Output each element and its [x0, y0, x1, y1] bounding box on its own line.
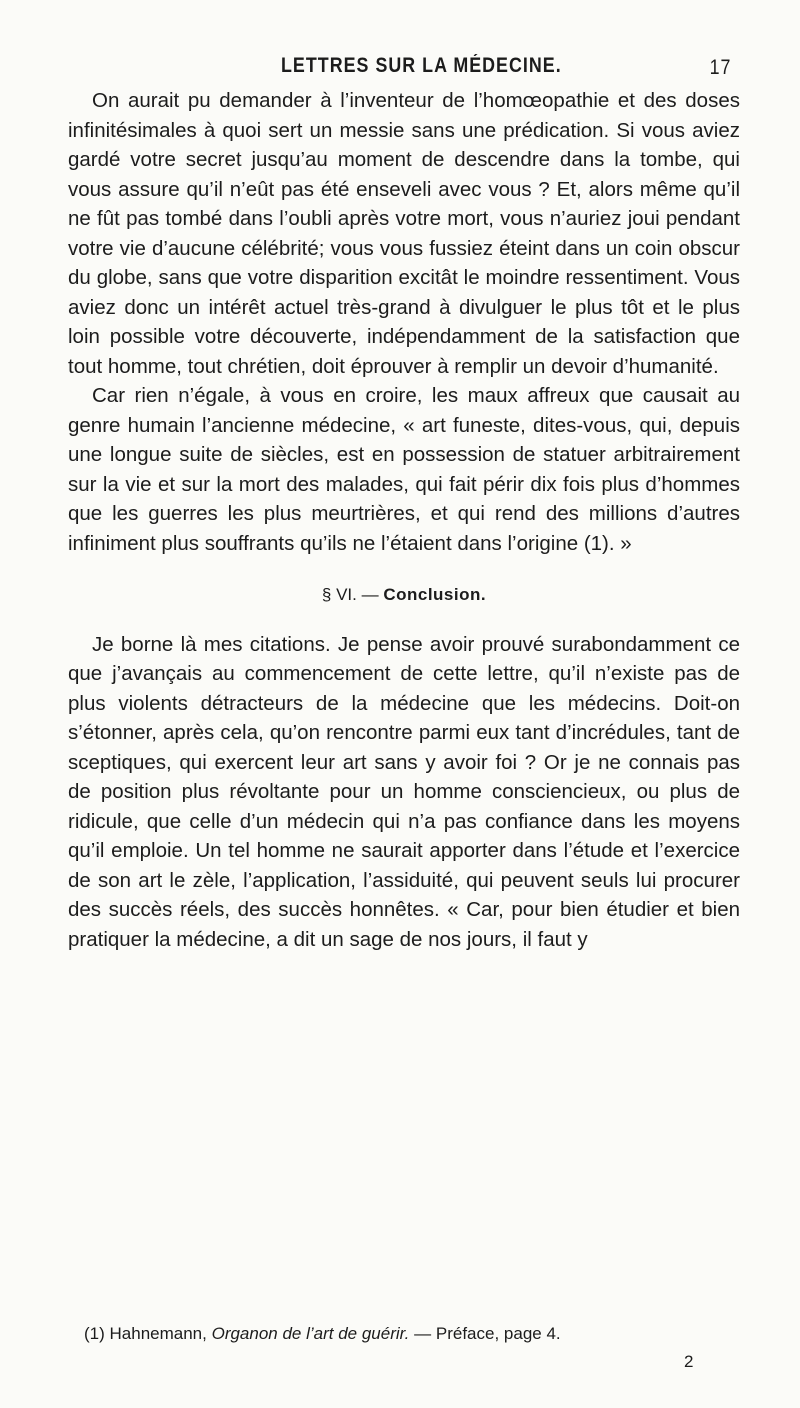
footnote-rest: — Préface, page 4. [414, 1324, 561, 1343]
section-title: Conclusion. [383, 585, 487, 604]
main-text [68, 86, 740, 954]
section-heading [68, 580, 740, 610]
page-number: 17 [709, 56, 732, 79]
paragraph-3: Je borne là mes citations. Je pense avoir prouvé surabondamment ce que j’avançais au commencement de cette lettre, qu’il n’existe pas de plus violents détracteurs de la médecine que les médecins. Doit-on s’étonner, après cela, qu’on rencontre parmi eux tant d’incrédules, tant de sceptiques, qui exercent leur art sans y avoir foi ? Or je ne connais pas de position plus révoltante pour un homme consciencieux, ou plus de ridicule, que celle d’un médecin qui n’a pas confiance dans les moyens qu’il emploie. Un tel homme ne saurait apporter dans l’étude et l’exercice de son art le zèle, l’application, l’assiduité, qui peuvent seuls lui procurer des succès réels, des succès honnêtes. « Car, pour bien étudier et bien pratiquer la médecine, a dit un sage de nos jours, il faut y [68, 632, 740, 951]
footnote-author: Hahnemann, [109, 1324, 207, 1343]
footnote [84, 1324, 744, 1344]
paragraph-1: On aurait pu demander à l’inventeur de l’homœopathie et des doses infinitésimales à quoi sert un messie sans une prédication. Si vous aviez gardé votre secret jusqu’au moment de descendre dans la tombe, qui vous assure qu’il n’eût pas été enseveli avec vous ? Et, alors même qu’il ne fût pas tombé dans l’oubli après votre mort, vous n’auriez joui pendant votre vie d’aucune célébrité; vous vous fussiez éteint dans un coin obscur du globe, sans que votre disparition excitât le moindre ressentiment. Vous aviez donc un intérêt actuel très-grand à divulguer le plus tôt et le plus loin possible votre découverte, indépendamment de la satisfaction que tout homme, tout chrétien, doit éprouver à remplir un devoir d’humanité. [68, 89, 740, 378]
running-header [60, 50, 732, 84]
section-number: § VI. — [321, 585, 379, 604]
paragraph-2: Car rien n’égale, à vous en croire, les maux affreux que causait au genre humain l’ancienne médecine, « art funeste, dites-vous, qui, depuis une longue suite de siècles, est en possession de statuer arbitrairement sur la vie et sur la mort des malades, qui fait périr dix fois plus d’hommes que les guerres les plus meurtrières, et qui rend des millions d’autres infiniment plus souffrants qu’ils ne l’étaient dans l’origine (1). » [68, 384, 740, 555]
footnote-work: Organon de l’art de guérir. [211, 1324, 410, 1343]
signature-mark: 2 [684, 1352, 694, 1371]
footnote-marker: (1) [84, 1324, 105, 1343]
running-title: LETTRES SUR LA MÉDECINE. [281, 54, 562, 77]
